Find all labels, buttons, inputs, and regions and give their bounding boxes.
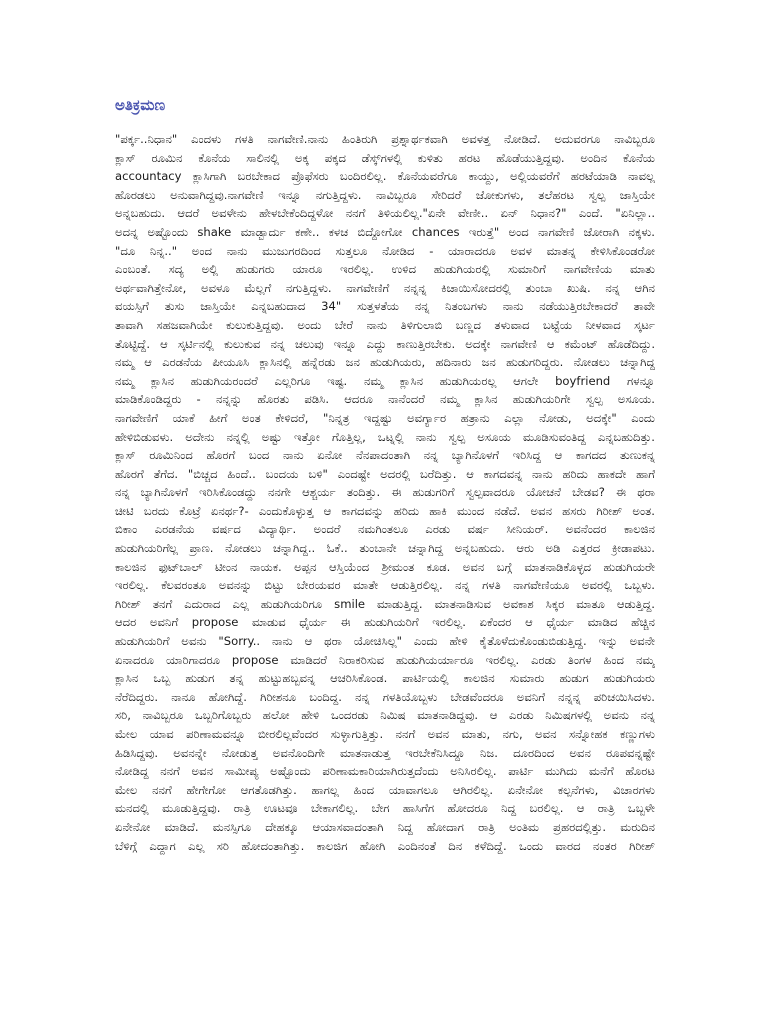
body-line: ನೋಡಿದ್ದ ನನಗೆ ಅವನ ಸಾಮೀಪ್ಯ ಅಷ್ಟೊಂದು ಪರಿಣಾಮಕಾರಿಯಾಗಿರುತ್ತದೆಂದು ಅನಿಸಿರಲಿಲ್ಲ. ಪಾರ್ಟಿ ಮುಗಿದು ಮನೆಗೆ ಹೊರಟ	[115, 764, 655, 779]
body-line: ಅದನ್ನ ಅಷ್ಟೊಂದು shake ಮಾಡ್ಬಾರ್ದು ಕಣೇ.. ಕಳಚ ಬಿದ್ದೋಗೋ chances ಇರುತ್ತೆ" ಅಂದ ನಾಗವೇಣಿ ಜೋರಾಗಿ ನಕ್ಕಳು.	[115, 224, 655, 239]
body-line: ತಾವಾಗಿ ಸಹಜವಾಗಿಯೇ ಕುಲುಕುತ್ತಿದ್ದವು. ಅಂದು ಬೇರೆ ನಾನು ತಿಳಿಗುಲಾಬಿ ಬಣ್ಣದ ತಳುವಾದ ಬಟ್ಟೆಯ ನೀಳವಾದ ಸ್ಕರ್ಟ	[115, 317, 655, 332]
body-line: ಹುಡುಗಿಯರಿಗೆ ಅವನು "Sorry.. ನಾನು ಆ ಥರಾ ಯೋಚಿಸಿಲ್ಲ" ಎಂದು ಹೇಳಿ ಕೈತೊಳೆದುಕೊಂಡುಬಿಡುತ್ತಿದ್ದ. ಇನ್ನು ಅವನೇ	[115, 634, 655, 649]
body-line: ಹೊರಡಲು ಅನುವಾಗಿದ್ದವು.ನಾಗವೇಣಿ ಇನ್ನೂ ನಗುತ್ತಿದ್ದಳು. ನಾವಿಬ್ಬರೂ ಸೇರಿದರೆ ಜೋಕುಗಳು, ತಲೆಹರಟ ಸ್ವಲ್ಪ ಜಾಸ್ತಿಯೇ	[115, 187, 655, 202]
body-line: ಹಿಡಿಸಿದ್ದವು. ಅವನನ್ನೇ ನೋಡುತ್ತ ಅವನೊಂದಿಗೇ ಮಾತನಾಡುತ್ತ ಇರಬೇಕೆನಿಸಿದ್ದೂ ನಿಜ. ದೂರದಿಂದ ಅವನ ರೂಪವನ್ನಷ್ಟೇ	[115, 745, 655, 760]
body-line: ಬೆಳಿಗ್ಗೆ ಎದ್ದಾಗ ಎಲ್ಲ ಸರಿ ಹೋದಂತಾಗಿತ್ತು. ಕಾಲಜಿಗ ಹೋಗಿ ಎಂದಿನಂತೆ ದಿನ ಕಳೆದಿದ್ದೆ. ಒಂದು ವಾರದ ನಂತರ ಗಿರೀಶ್	[115, 838, 655, 853]
body-line: ವಯಸ್ಸಿಗೆ ತುಸು ಜಾಸ್ತಿಯೇ ಎನ್ನಬಹುದಾದ 34" ಸುತ್ತಳತೆಯ ನನ್ನ ನಿತಂಬಗಳು ನಾನು ನಡೆಯುತ್ತಿರಬೇಕಾದರೆ ತಾವೇ	[115, 299, 655, 314]
body-line: "ಪರ್ಕ್ಕ..ನಿಧಾನ" ಎಂದಳು ಗಳತಿ ನಾಗವೇಣಿ.ನಾನು ಹಿಂತಿರುಗಿ ಪ್ರಶ್ನಾರ್ಥಕವಾಗಿ ಅವಳತ್ತ ನೋಡಿದೆ. ಅದುವರಗೂ ನಾವಿಬ್ಬರೂ	[115, 132, 655, 146]
body-line: ಸರಿ, ನಾವಿಬ್ಬರೂ ಒಬ್ಬರಿಗೊಬ್ಬರು ಹಲೋ ಹೇಳಿ ಒಂದರಡು ನಿಮಿಷ ಮಾತನಾಡಿದ್ದವು. ಆ ಎರಡು ನಿಮಿಷಗಳಲ್ಲಿ ಅವನು ನನ್ನ	[115, 708, 655, 723]
body-line: ಕಾಲಜಿನ ಫುಟ್‌ಬಾಲ್ ಟೀಂನ ನಾಯಕ. ಅಪ್ಪನ ಆಸ್ತಿಯೆಂದ ಶ್ರೀಮಂತ ಕೂಡ. ಅವನ ಬಗ್ಗೆ ಮಾತನಾಡಿಕೊಳ್ಳದ ಹುಡುಗಿಯರೇ	[115, 559, 655, 574]
body-line: accountacy ಕ್ಲಾಸಿಗಾಗಿ ಬರಬೇಕಾದ ಪ್ರೊಫೆಸರು ಬಂದಿರಲಿಲ್ಲ. ಕೊನೆಯವರೆಗೂ ಕಾಯ್ದು, ಅಲ್ಲಿಯವರೆಗೆ ಹರಟೆಯಾಡಿ ನಾವಲ್ಲ	[115, 169, 655, 184]
body-line: ಇರಲಿಲ್ಲ. ಕೆಲವರಂತೂ ಅವನನ್ನು ಬಿಟ್ಟು ಬೇರಯವರ ಮಾತೇ ಆಡುತ್ತಿರಲಿಲ್ಲ. ನನ್ನ ಗಳತಿ ನಾಗವೇಣಿಯೂ ಅವರಲ್ಲಿ ಒಬ್ಬಳು.	[115, 578, 655, 593]
body-line: ಹುಡುಗಿಯರಿಗೆಲ್ಲ ಪ್ರಾಣ. ನೋಡಲು ಚನ್ನಾಗಿದ್ದ.. ಓಕೆ.. ತುಂಬಾನೇ ಚನ್ನಾಗಿದ್ದ ಅನ್ನಬಹುದು. ಆರು ಅಡಿ ಎತ್ತರದ ಕ್ರೀಡಾಪಟು.	[115, 541, 655, 556]
body-line: ನೆರೆದಿದ್ದರು. ನಾನೂ ಹೋಗಿದ್ದೆ. ಗಿರೀಶನೂ ಬಂದಿದ್ದ. ನನ್ನ ಗಳತಿಯೊಬ್ಬಳು ಬೇಡವೆಂದರೂ ಅವನಿಗೆ ನನ್ನನ್ನ ಪರಿಚಯಿಸಿದಳು.	[115, 689, 655, 704]
body-line: ಮೇಲ ನನಗೆ ಹೇಗೇಗೋ ಆಗತೊಡಗಿತ್ತು. ಹಾಗಲ್ಲ ಹಿಂದ ಯಾವಾಗಲೂ ಆಗಿರಲಿಲ್ಲ. ಏನೇನೋ ಕಲ್ಪನೆಗಳು, ವಿಚಾರಗಳು	[115, 782, 655, 797]
body-line: ಬಿಕಾಂ ಎರಡನೆಯ ವರ್ಷದ ವಿದ್ಯಾರ್ಥಿ. ಅಂದರೆ ನಮಗಿಂತಲೂ ಎರಡು ವರ್ಷ ಸೀನಿಯರ್. ಅವನೆಂದರ ಕಾಲಜಿನ	[115, 522, 655, 537]
document-title: ಅತಿಕ್ರಮಣ	[115, 96, 166, 114]
body-line: ಹೇಳಿಬಿಡುವಳು. ಅದೇನು ನನ್ನಲ್ಲಿ ಅಷ್ಟು ಇತ್ತೋ ಗೊತ್ತಿಲ್ಲ, ಒಟ್ನಲ್ಲಿ ನಾನು ಸ್ವಲ್ಪ ಅಸೂಯ ಮೂಡಿಸುವಂತಿದ್ದ ಎನ್ನಬಹುದಿತ್ತು.	[115, 429, 655, 444]
body-line: ನಾಗವೇಣಿಗೆ ಯಾಕೆ ಹೀಗೆ ಅಂತ ಕೇಳಿದರೆ, "ನಿನ್ನತ್ರ ಇದ್ದಷ್ಟು ಅವರ್ಗ್ಯಾರ ಹತ್ರಾನು ಎಲ್ಲಾ ನೋಡು, ಅದಕ್ಕೇ" ಎಂದು	[115, 410, 655, 425]
body-line: ತೊಟ್ಟಿದ್ದೆ. ಆ ಸ್ಕರ್ಟಿನಲ್ಲಿ ಕುಲುಕುವ ನನ್ನ ಚಲುವು ಇನ್ನೂ ಎದ್ದು ಕಾಣುತ್ತಿರಬೇಕು. ಅದಕ್ಕೇ ನಾಗವೇಣಿ ಆ ಕಮೆಂಟ್ ಹೊಡೆದಿದ್ದು.	[115, 336, 655, 351]
body-line: ಗಿರೀಶ್ ತನಗೆ ಎದುರಾದ ಎಲ್ಲ ಹುಡುಗಿಯರಿಗೂ smile ಮಾಡುತ್ತಿದ್ದ. ಮಾತನಾಡಿಸುವ ಅವಕಾಶ ಸಿಕ್ಕರ ಮಾತೂ ಆಡುತ್ತಿದ್ದ.	[115, 596, 655, 611]
body-line: ನನ್ನ ಬ್ಯಾಗಿನೊಳಗೆ ಇರಿಸಿಕೊಂಡದ್ದು ನನಗೇ ಆಶ್ಚರ್ಯ ತಂದಿತ್ತು. ಈ ಹುಡುಗರಿಗೆ ಸ್ವಲ್ಪವಾದರೂ ಯೋಚನೆ ಬೇಡವ? ಈ ಥರಾ	[115, 485, 655, 500]
body-line: ಎಂಬಂತೆ. ಸದ್ಯ ಅಲ್ಲಿ ಹುಡುಗರು ಯಾರೂ ಇರಲಿಲ್ಲ. ಉಳಿದ ಹುಡುಗಿಯರಲ್ಲಿ ಸುಮಾರಿಗೆ ನಾಗವೇಣಿಯ ಮಾತು	[115, 262, 655, 277]
body-line: ಏನಾದರೂ ಯಾರಿಗಾದರೂ propose ಮಾಡಿದರೆ ನಿರಾಕರಿಸುವ ಹುಡುಗಿಯರ್ಯಾರೂ ಇರಲಿಲ್ಲ. ಎರಡು ತಿಂಗಳ ಹಿಂದ ನಮ್ಮ	[115, 652, 655, 667]
body-line: ಚೀಟಿ ಬರದು ಕೊಟ್ರೆ ಏನರ್ಥ?- ಎಂದುಕೊಳ್ಳುತ್ತ ಆ ಕಾಗದವನ್ನು ಹರಿದು ಹಾಕಿ ಮುಂದ ನಡೆದೆ. ಅವನ ಹಸರು ಗಿರೀಶ್ ಅಂತ.	[115, 503, 655, 518]
document-body	[115, 130, 655, 855]
body-line: ಮನದಲ್ಲಿ ಮೂಡುತ್ತಿದ್ದವು. ರಾತ್ರಿ ಊಟವೂ ಬೇಕಾಗಲಿಲ್ಲ. ಬೇಗ ಹಾಸಿಗೆಗ ಹೋದರೂ ನಿದ್ದ ಬರಲಿಲ್ಲ. ಆ ರಾತ್ರಿ ಒಬ್ಬಳೇ	[115, 801, 655, 816]
body-line: ಕ್ಲಾಸ್ ರೂಮಿನ ಕೊನೆಯ ಸಾಲಿನಲ್ಲಿ ಅಕ್ಕ ಪಕ್ಕದ ಡೆಸ್ಕ್‌ಗಳಲ್ಲಿ ಕುಳಿತು ಹರಟ ಹೊಡೆಯುತ್ತಿದ್ದವು. ಅಂದಿನ ಕೊನೆಯ	[115, 150, 655, 165]
body-line: ಆದರ ಅವನಿಗೆ propose ಮಾಡುವ ಧೈರ್ಯ ಈ ಹುಡುಗಿಯರಿಗೆ ಇರಲಿಲ್ಲ. ಏಕೆಂದರ ಆ ಧೈರ್ಯ ಮಾಡಿದ ಹೆಚ್ಚಿನ	[115, 615, 655, 630]
body-line: ಕ್ಲಾಸಿನ ಒಬ್ಬ ಹುಡುಗ ತನ್ನ ಹುಟ್ಟುಹಬ್ಬವನ್ನ ಆಚರಿಸಿಕೊಂಡ. ಪಾರ್ಟಿಯಲ್ಲಿ ಕಾಲಜಿನ ಸುಮಾರು ಹುಡುಗ ಹುಡುಗಿಯರು	[115, 671, 655, 686]
body-line: ಮಾಡಿಕೊಂಡಿದ್ದರು - ನನ್ನನ್ನು ಹೊರತು ಪಡಿಸಿ. ಆದರೂ ನಾನೆಂದರೆ ನಮ್ಮ ಕ್ಲಾಸಿನ ಹುಡುಗಿಯರಿಗೇ ಸ್ವಲ್ಪ ಅಸೂಯ.	[115, 392, 655, 407]
body-line: ಅರ್ಥವಾಗಿತ್ತೇನೋ, ಅವಳೂ ಮೆಲ್ಲಗೆ ನಗುತ್ತಿದ್ದಳು. ನಾಗವೇಣಿಗೆ ನನ್ನನ್ನ ಕಿಚಾಯಿಸೋದರಲ್ಲಿ ತುಂಬಾ ಖುಷಿ. ನನ್ನ ಆಗಿನ	[115, 280, 655, 295]
body-line: ನಮ್ಮ ಕ್ಲಾಸಿನ ಹುಡುಗಿಯರಂದರೆ ಎಲ್ಲರಿಗೂ ಇಷ್ಟ. ನಮ್ಮ ಕ್ಲಾಸಿನ ಹುಡುಗಿಯರಲ್ಲ ಆಗಲೇ boyfriend ಗಳನ್ನೂ	[115, 373, 655, 388]
body-line: ಮೇಲ ಯಾವ ಪರಿಣಾಮವನ್ನೂ ಬೀರಲಿಲ್ಲವೆಂದರ ಸುಳ್ಳಾಗುತ್ತಿತ್ತು. ನನಗೆ ಅವನ ಮಾತು, ನಗು, ಅವನ ಸನ್ನೋಹಕ ಕಣ್ಣುಗಳು	[115, 727, 655, 741]
body-line: ಅನ್ನಬಹುದು. ಆದರೆ ಅವಳೇನು ಹೇಳಬೇಕೆಂದಿದ್ದಳೋ ನನಗೆ ತಿಳಿಯಲಿಲ್ಲ."ಏನೇ ವೇಣೀ.. ಏನ್ ನಿಧಾನ?" ಎಂದೆ. "ಏನಿಲ್ಲಾ..	[115, 206, 655, 221]
body-line: "ದೂ ನಿನ್ನ.." ಅಂದ ನಾನು ಮುಜುಗರದಿಂದ ಸುತ್ತಲೂ ನೋಡಿದ - ಯಾರಾದರೂ ಅವಳ ಮಾತನ್ನ ಕೇಳಿಸಿಕೊಂಡರೋ	[115, 243, 655, 258]
body-line: ಹೊರಗೆ ತೆಗೆದ. "ಬಿಚ್ಚದ ಹಿಂದೆ.. ಬಂದಯ ಬಳಿ" ಎಂದಷ್ಟೇ ಅದರಲ್ಲಿ ಬರೆದಿತ್ತು. ಆ ಕಾಗದವನ್ನ ನಾನು ಹರಿದು ಹಾಕದೇ ಹಾಗೆ	[115, 466, 655, 481]
body-line: ಏನೇನೋ ಮಾಡಿದೆ. ಮನಸ್ಸಿಗೂ ದೇಹಕ್ಕೂ ಆಯಾಸವಾದಂತಾಗಿ ನಿದ್ದ ಹೋದಾಗ ರಾತ್ರಿ ಅಂತಿಮ ಪ್ರಹರದಲ್ಲಿತ್ತು. ಮರುದಿನ	[115, 819, 655, 834]
body-line: ನಮ್ಮ ಆ ಎರಡನೆಯ ಪೀಯೂಸಿ ಕ್ಲಾಸಿನಲ್ಲಿ ಹನ್ನೆರಡು ಜನ ಹುಡುಗಿಯರು, ಹದಿನಾರು ಜನ ಹುಡುಗರಿದ್ದರು. ನೋಡಲು ಚನ್ನಾಗಿದ್ದ	[115, 355, 655, 370]
body-line: ಕ್ಲಾಸ್ ರೂಮಿನಿಂದ ಹೊರಗೆ ಬಂದ ನಾನು ಏನೋ ನೆನಪಾದಂತಾಗಿ ನನ್ನ ಬ್ಯಾಗಿನೊಳಗೆ ಇರಿಸಿದ್ದ ಆ ಕಾಗದದ ತುಣುಕನ್ನ	[115, 448, 655, 463]
